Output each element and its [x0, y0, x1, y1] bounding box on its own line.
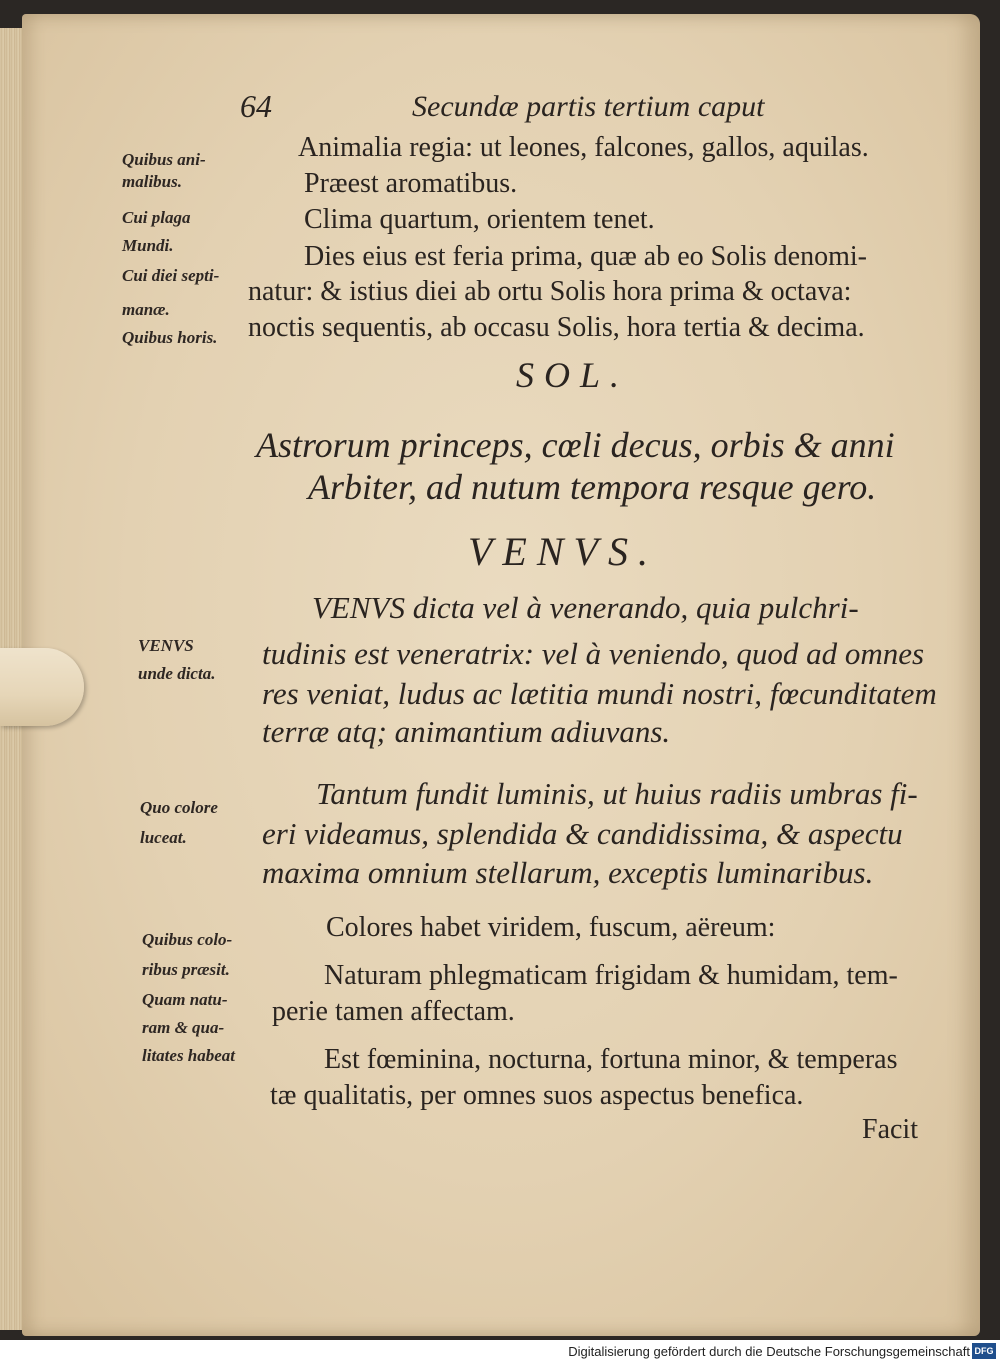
venus-para2-line: Tantum fundit luminis, ut huius radiis umbras fi- [316, 776, 918, 811]
body-line: noctis sequentis, ab occasu Solis, hora tertia & decima. [248, 312, 865, 343]
margin-note-line: Cui plaga [122, 208, 191, 227]
body-line: Dies eius est feria prima, quæ ab eo Solis denomi- [304, 241, 867, 272]
venus-para1-line: res veniat, ludus ac lætitia mundi nostri, fœcunditatem [262, 676, 937, 711]
venus-para1-line: VENVS dicta vel à venerando, quia pulchri- [312, 590, 859, 625]
venus-heading: VENVS. [468, 529, 658, 574]
margin-note-line: Cui diei septi- [122, 266, 220, 285]
margin-note-line: Quibus colo- [142, 930, 233, 949]
venus-para2-line: maxima omnium stellarum, exceptis luminaribus. [262, 855, 874, 890]
margin-note-line: Quam natu- [142, 990, 228, 1009]
margin-note-line: Quo colore [140, 798, 218, 817]
sol-heading: SOL. [516, 355, 630, 395]
page-number: 64 [240, 88, 272, 124]
margin-note-line: ram & qua- [142, 1018, 225, 1037]
footer-bar [0, 1340, 1000, 1363]
body-line: Clima quartum, orientem tenet. [304, 204, 655, 235]
margin-note-line: manæ. [122, 300, 170, 319]
margin-note-line: Quibus ani- [122, 150, 206, 169]
venus-para1-line: terræ atq; animantium adiuvans. [262, 714, 671, 749]
sol-verse-line: Arbiter, ad nutum tempora resque gero. [308, 467, 877, 507]
margin-note-line: litates habeat [142, 1046, 236, 1065]
sol-verse-line: Astrorum princeps, cœli decus, orbis & anni [256, 425, 895, 465]
margin-note-line: unde dicta. [138, 664, 216, 683]
venus-para1-line: tudinis est veneratrix: vel à veniendo, quod ad omnes [262, 636, 925, 671]
margin-note-line: Quibus horis. [122, 328, 218, 347]
body-line: tæ qualitatis, per omnes suos aspectus benefica. [270, 1080, 804, 1111]
margin-note-line: VENVS [138, 636, 194, 655]
body-line: natur: & istius diei ab ortu Solis hora prima & octava: [248, 276, 852, 307]
margin-note-line: Mundi. [122, 236, 174, 255]
catchword: Facit [862, 1114, 918, 1145]
body-line: Animalia regia: ut leones, falcones, gallos, aquilas. [298, 132, 869, 163]
body-line: Est fœminina, nocturna, fortuna minor, & temperas [324, 1044, 898, 1075]
margin-note-line: ribus præsit. [142, 960, 230, 979]
dfg-logo-icon: DFG [972, 1343, 996, 1359]
body-line: Colores habet viridem, fuscum, aëreum: [326, 912, 776, 943]
page-clip-tab [0, 648, 84, 726]
venus-para2-line: eri videamus, splendida & candidissima, & aspectu [262, 816, 903, 851]
body-line: Naturam phlegmaticam frigidam & humidam, tem- [324, 960, 898, 991]
body-line: Præest aromatibus. [304, 168, 518, 199]
footer-credit: Digitalisierung gefördert durch die Deutsche Forschungsgemeinschaft [568, 1344, 970, 1359]
body-line: perie tamen affectam. [272, 996, 515, 1027]
margin-note-line: luceat. [140, 828, 187, 847]
margin-note-line: malibus. [122, 172, 182, 191]
running-title: Secundæ partis tertium caput [412, 90, 765, 123]
